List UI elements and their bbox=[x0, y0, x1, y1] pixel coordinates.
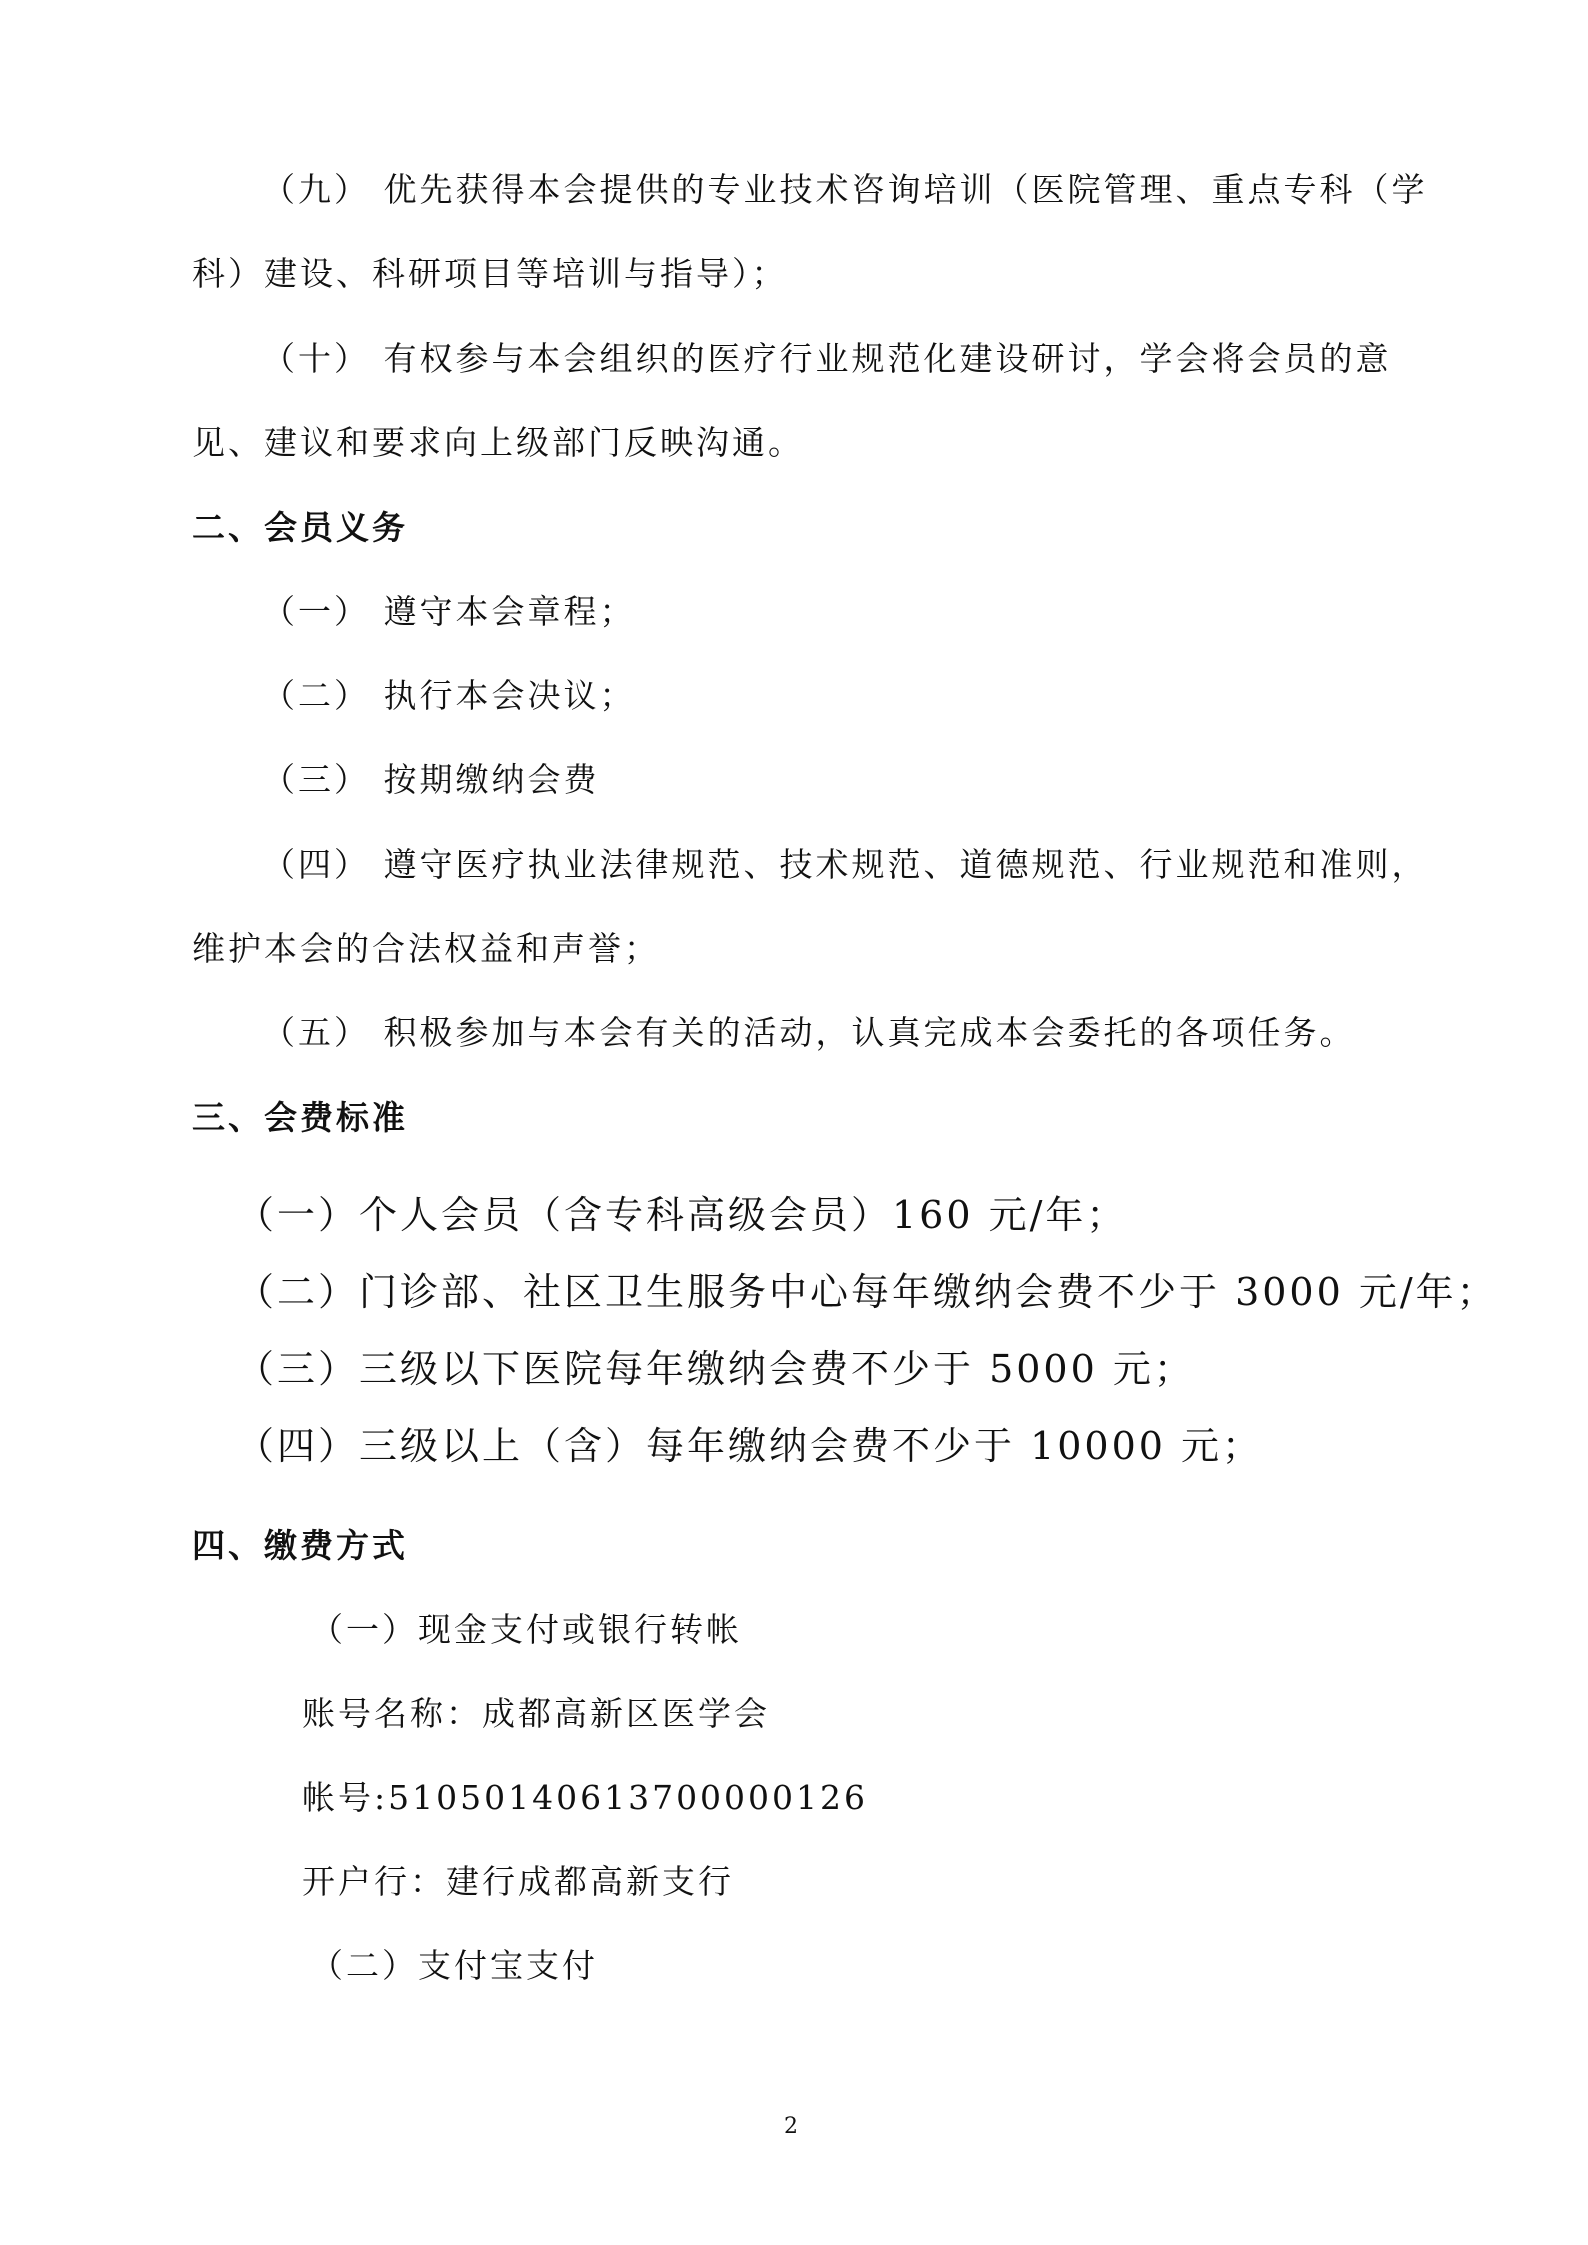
fees-item-4: （四）三级以上（含）每年缴纳会费不少于 10000 元； bbox=[236, 1424, 1264, 1468]
payment-method-1: （一）现金支付或银行转帐 bbox=[310, 1610, 742, 1649]
account-number: 帐号:51050140613700000126 bbox=[302, 1778, 869, 1817]
rights-item-9-line-2: 科）建设、科研项目等培训与指导）； bbox=[192, 254, 788, 293]
page-number: 2 bbox=[784, 2114, 798, 2139]
rights-item-10-line-2: 见、建议和要求向上级部门反映沟通。 bbox=[192, 423, 804, 462]
duties-item-4-line-2: 维护本会的合法权益和声誉； bbox=[192, 929, 660, 968]
bank-name: 开户行：建行成都高新支行 bbox=[302, 1862, 734, 1901]
duties-item-1: （一） 遵守本会章程； bbox=[262, 592, 636, 631]
fees-item-2: （二）门诊部、社区卫生服务中心每年缴纳会费不少于 3000 元/年； bbox=[236, 1270, 1498, 1314]
duties-heading: 二、会员义务 bbox=[192, 508, 408, 547]
rights-item-10-line-1: （十） 有权参与本会组织的医疗行业规范化建设研讨，学会将会员的意 bbox=[262, 339, 1392, 378]
duties-item-5: （五） 积极参加与本会有关的活动，认真完成本会委托的各项任务。 bbox=[262, 1013, 1356, 1052]
fees-item-1: （一）个人会员（含专科高级会员）160 元/年； bbox=[236, 1193, 1128, 1237]
duties-item-4-line-1: （四） 遵守医疗执业法律规范、技术规范、道德规范、行业规范和准则， bbox=[262, 845, 1428, 884]
duties-item-2: （二） 执行本会决议； bbox=[262, 676, 636, 715]
fees-heading: 三、会费标准 bbox=[192, 1098, 408, 1137]
duties-item-3: （三） 按期缴纳会费 bbox=[262, 760, 600, 799]
fees-item-3: （三）三级以下医院每年缴纳会费不少于 5000 元； bbox=[236, 1347, 1195, 1391]
payment-heading: 四、缴费方式 bbox=[192, 1526, 408, 1565]
rights-item-9-line-1: （九） 优先获得本会提供的专业技术咨询培训（医院管理、重点专科（学 bbox=[262, 170, 1428, 209]
account-name: 账号名称：成都高新区医学会 bbox=[302, 1694, 770, 1733]
payment-method-2: （二）支付宝支付 bbox=[310, 1946, 598, 1985]
